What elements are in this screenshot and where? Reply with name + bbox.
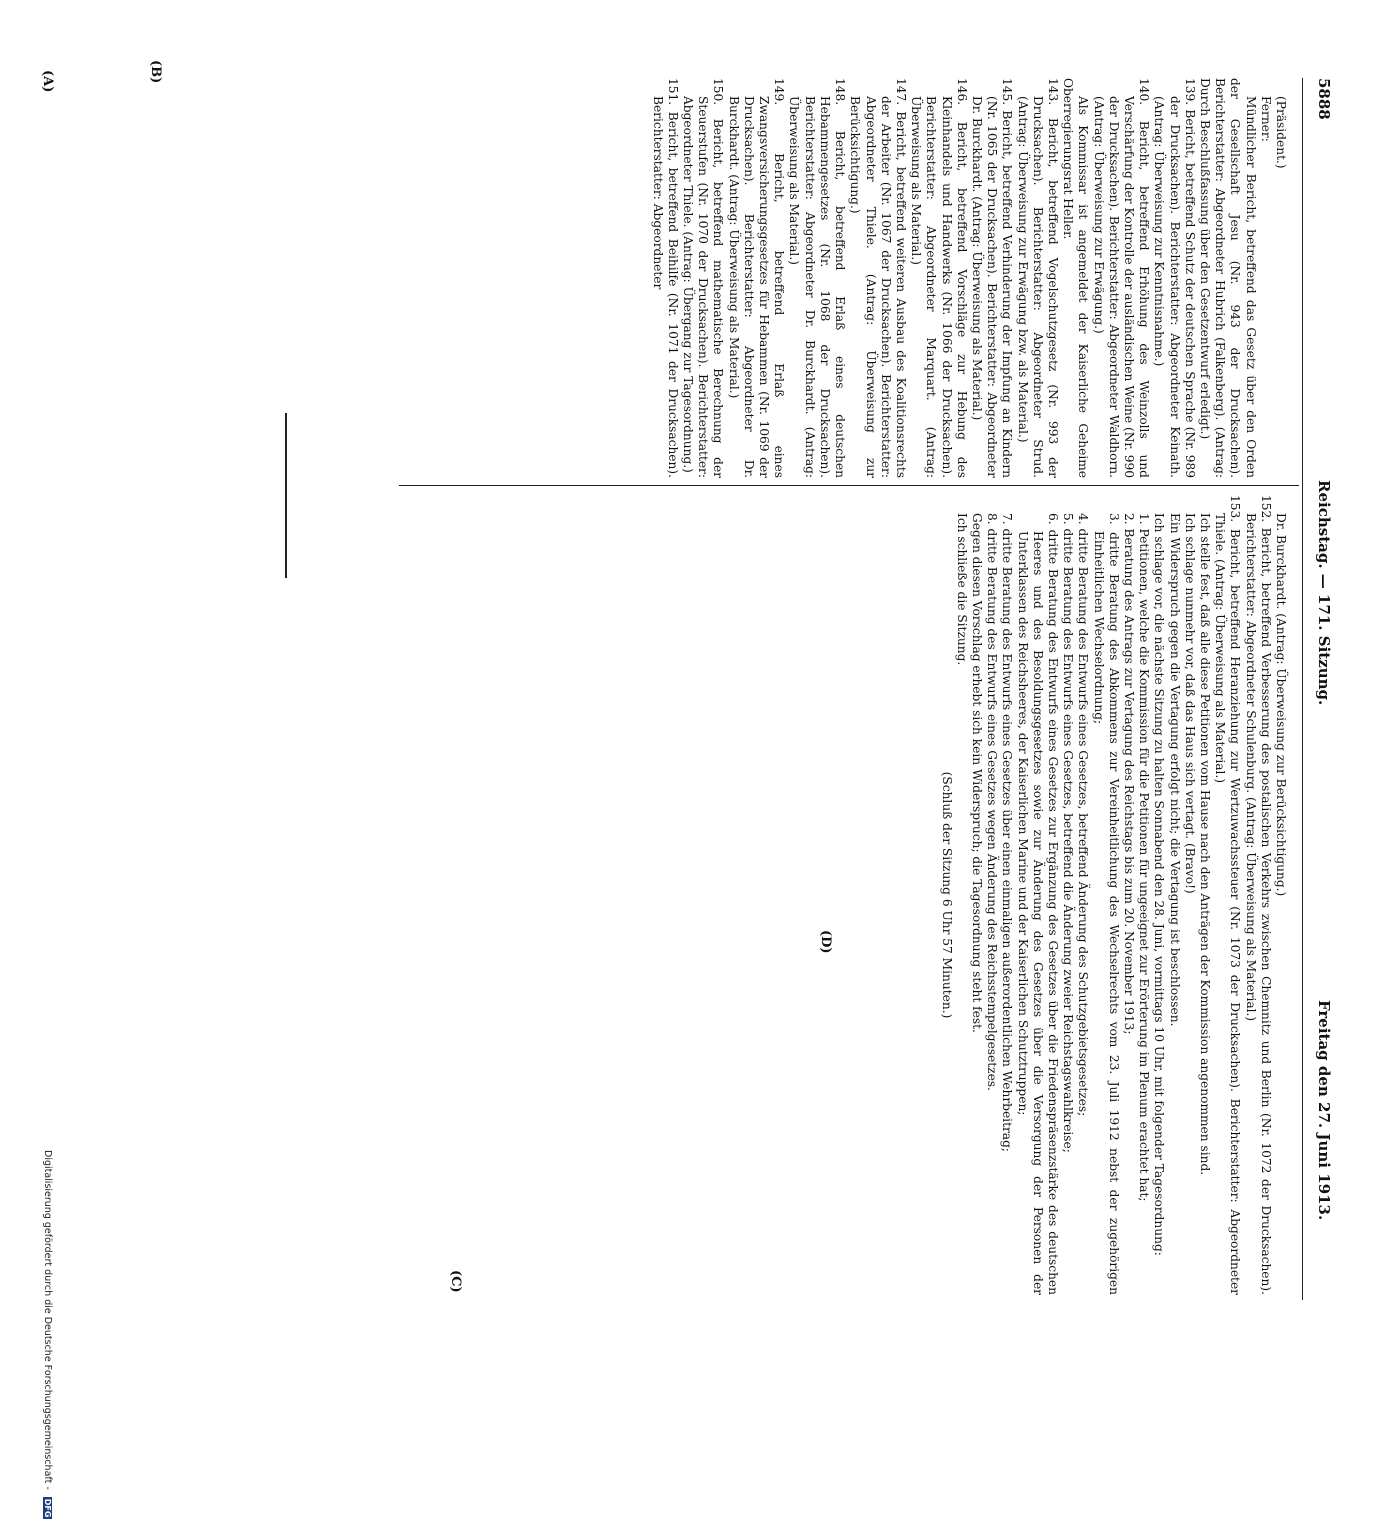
paragraph: 150. Bericht, betreffend mathematische Berechnung der Steuerstufen (Nr. 1070 der Drucksachen). Berichterstatter: Abgeordneter Thiele. (Antrag: Übergang zur Tagesordnung.): [681, 78, 726, 478]
paragraph: 146. Bericht, betreffend Vorschläge zur Hebung des Kleinhandels und Handwerks (Nr. 1066 der Drucksachen). Berichterstatter: Abgeordneter Marquart. (Antrag: Überweisung als Material.): [909, 78, 969, 478]
paragraph: 143. Bericht, betreffend Vogelschutzgesetz (Nr. 993 der Drucksachen). Berichterstatter: Abgeordneter Strud. (Antrag: Überweisung zur Erwägung bzw. als Material.): [1015, 78, 1060, 478]
page-number: 5888: [1315, 78, 1333, 120]
paragraph: (Präsident.): [1274, 96, 1288, 169]
paragraph: 140. Bericht, betreffend Erhöhung des Weinzolls und Verschärfung der Kontrolle der ausländischen Weine (Nr. 990 der Drucksachen). Berichterstatter: Abgeordneter Waldhorn. (Antrag: Überweisung zur Erwägung.): [1091, 78, 1152, 478]
margin-label-a: (A): [40, 70, 55, 93]
paragraph: 1. Petitionen, welche die Kommission für die Petitionen für ungeeignet zur Erörterung im Plenum erachtet hat;: [1137, 513, 1152, 1202]
header-rule: [1302, 78, 1303, 1300]
ink-mark: [285, 413, 287, 578]
paragraph: 3. dritte Beratung des Abkommens zur Vereinheitlichung des Wechselrechts vom 23. Juli 1912 nebst der zugehörigen Einheitlichen Wechselordnung;: [1091, 513, 1121, 1295]
paragraph: 149. Bericht, betreffend Erlaß eines Zwangsversicherungsgesetzes für Hebammen (Nr. 1069 der Drucksachen). Berichterstatter: Abgeordneter Dr. Burckhardt. (Antrag: Überweisung als Material.): [726, 78, 787, 478]
paragraph: 2. Beratung des Antrags zur Vertagung des Reichstags bis zum 20. November 1913;: [1121, 513, 1136, 1035]
paragraph: 8. dritte Beratung des Entwurfs eines Gesetzes wegen Änderung des Reichsstempelgesetzes.: [985, 513, 1000, 1091]
paragraph: 6. dritte Beratung des Entwurfs eines Gesetzes zur Ergänzung des Gesetzes über die Friedenspräsenzstärke des deutschen Heeres und des Besoldungsgesetzes sowie zur Änderung des Gesetzes über die Versorgung der Personen der Unterklassen des Reichsheeres, der Kaiserlichen Marine und der Kaiserlichen Schutztruppen;: [1015, 513, 1060, 1295]
paragraph: Ich schlage nunmehr vor, daß das Haus sich vertagt. (Bravo!): [1182, 513, 1197, 894]
column-divider: [399, 485, 1299, 486]
paragraph: Dr. Burckhardt. (Antrag: Überweisung zur Berücksichtigung.): [1274, 513, 1288, 897]
page-header-date: Freitag den 27. Juni 1913.: [1315, 1000, 1333, 1221]
left-text-column: [649, 78, 1288, 478]
paragraph: (Schluß der Sitzung 6 Uhr 57 Minuten.): [939, 771, 954, 1019]
paragraph: Ferner:: [1258, 96, 1273, 142]
margin-label-b: (B): [148, 60, 163, 84]
paragraph: Mündlicher Bericht, betreffend das Gesetz über den Orden der Gesellschaft Jesu (Nr. 943 der Drucksachen). Berichterstatter: Abgeordneter Hubrich (Falkenberg). (Antrag: Durch Beschlußfassung über den Gesetzentwurf erledigt.): [1197, 78, 1258, 478]
paragraph: Ich schließe die Sitzung.: [954, 513, 969, 666]
paragraph: 148. Bericht, betreffend Erlaß eines deutschen Hebammengesetzes (Nr. 1068 der Drucksachen). Berichterstatter: Abgeordneter Dr. Burckhardt. (Antrag: Überweisung als Material.): [787, 78, 848, 478]
digitization-credit: [42, 1150, 53, 1519]
paragraph: 147. Bericht, betreffend weiteren Ausbau des Koalitionsrechts der Arbeiter (Nr. 1067 der Drucksachen). Berichterstatter: Abgeordneter Thiele. (Antrag: Überweisung zur Berücksichtigung.): [848, 78, 908, 478]
margin-label-c: (C): [448, 1270, 463, 1293]
paragraph: 145. Bericht, betreffend Verhinderung der Impfung an Kindern (Nr. 1065 der Drucksachen). Berichterstatter: Abgeordneter Dr. Burckhardt. (Antrag: Überweisung als Material.): [969, 78, 1015, 478]
paragraph: Ein Widerspruch gegen die Vertagung erfolgt nicht; die Vertagung ist beschlossen.: [1167, 513, 1182, 1027]
right-text-column: [938, 495, 1288, 1295]
paragraph: Ich schlage vor, die nächste Sitzung zu halten Sonnabend den 28. Juni, vormittags 10 Uhr, mit folgender Tagesordnung:: [1152, 513, 1167, 1256]
paragraph: 152. Bericht, betreffend Verbesserung des postalischen Verkehrs zwischen Chemnitz und Berlin (Nr. 1072 der Drucksachen). Berichterstatter: Abgeordneter Schulenburg. (Antrag: Überweisung als Material.): [1243, 495, 1273, 1295]
paragraph: 151. Bericht, betreffend Beihilfe (Nr. 1071 der Drucksachen). Berichterstatter: Abgeordneter: [650, 78, 680, 478]
margin-label-d: (D): [818, 930, 833, 954]
credit-text: Digitalisierung gefördert durch die Deutsche Forschungsgemeinschaft -: [42, 1150, 53, 1490]
paragraph: Ich stelle fest, daß alle diese Petitionen vom Hause nach den Anträgen der Kommission angenommen sind.: [1197, 513, 1212, 1176]
paragraph: 153. Bericht, betreffend Heranziehung zur Wertzuwachssteuer (Nr. 1073 der Drucksachen). Berichterstatter: Abgeordneter Thiele. (Antrag: Überweisung als Material.): [1213, 495, 1243, 1295]
page-header-title: Reichstag. — 171. Sitzung.: [1315, 480, 1333, 706]
paragraph: 4. dritte Beratung des Entwurfs eines Gesetzes, betreffend Änderung des Schutzgebietsgesetzes;: [1076, 513, 1091, 1117]
paragraph: Als Kommissar ist angemeldet der Kaiserliche Geheime Oberregierungsrat Heller.: [1061, 78, 1091, 478]
paragraph: Gegen diesen Vorschlag erhebt sich kein Widerspruch; die Tagesordnung steht fest.: [969, 513, 984, 1033]
dfg-logo: DFG: [43, 1498, 52, 1518]
paragraph: 139. Bericht, betreffend Schutz der deutschen Sprache (Nr. 989 der Drucksachen). Berichterstatter: Abgeordneter Keinath. (Antrag: Überweisung zur Kenntnisnahme.): [1152, 78, 1197, 478]
paragraph: 7. dritte Beratung des Entwurfs eines Gesetzes über einen einmaligen außerordentlichen Wehrbeitrag;: [1000, 513, 1015, 1152]
paragraph: 5. dritte Beratung des Entwurfs eines Gesetzes, betreffend die Änderung zweier Reichstagswahlkreise;: [1061, 513, 1076, 1153]
